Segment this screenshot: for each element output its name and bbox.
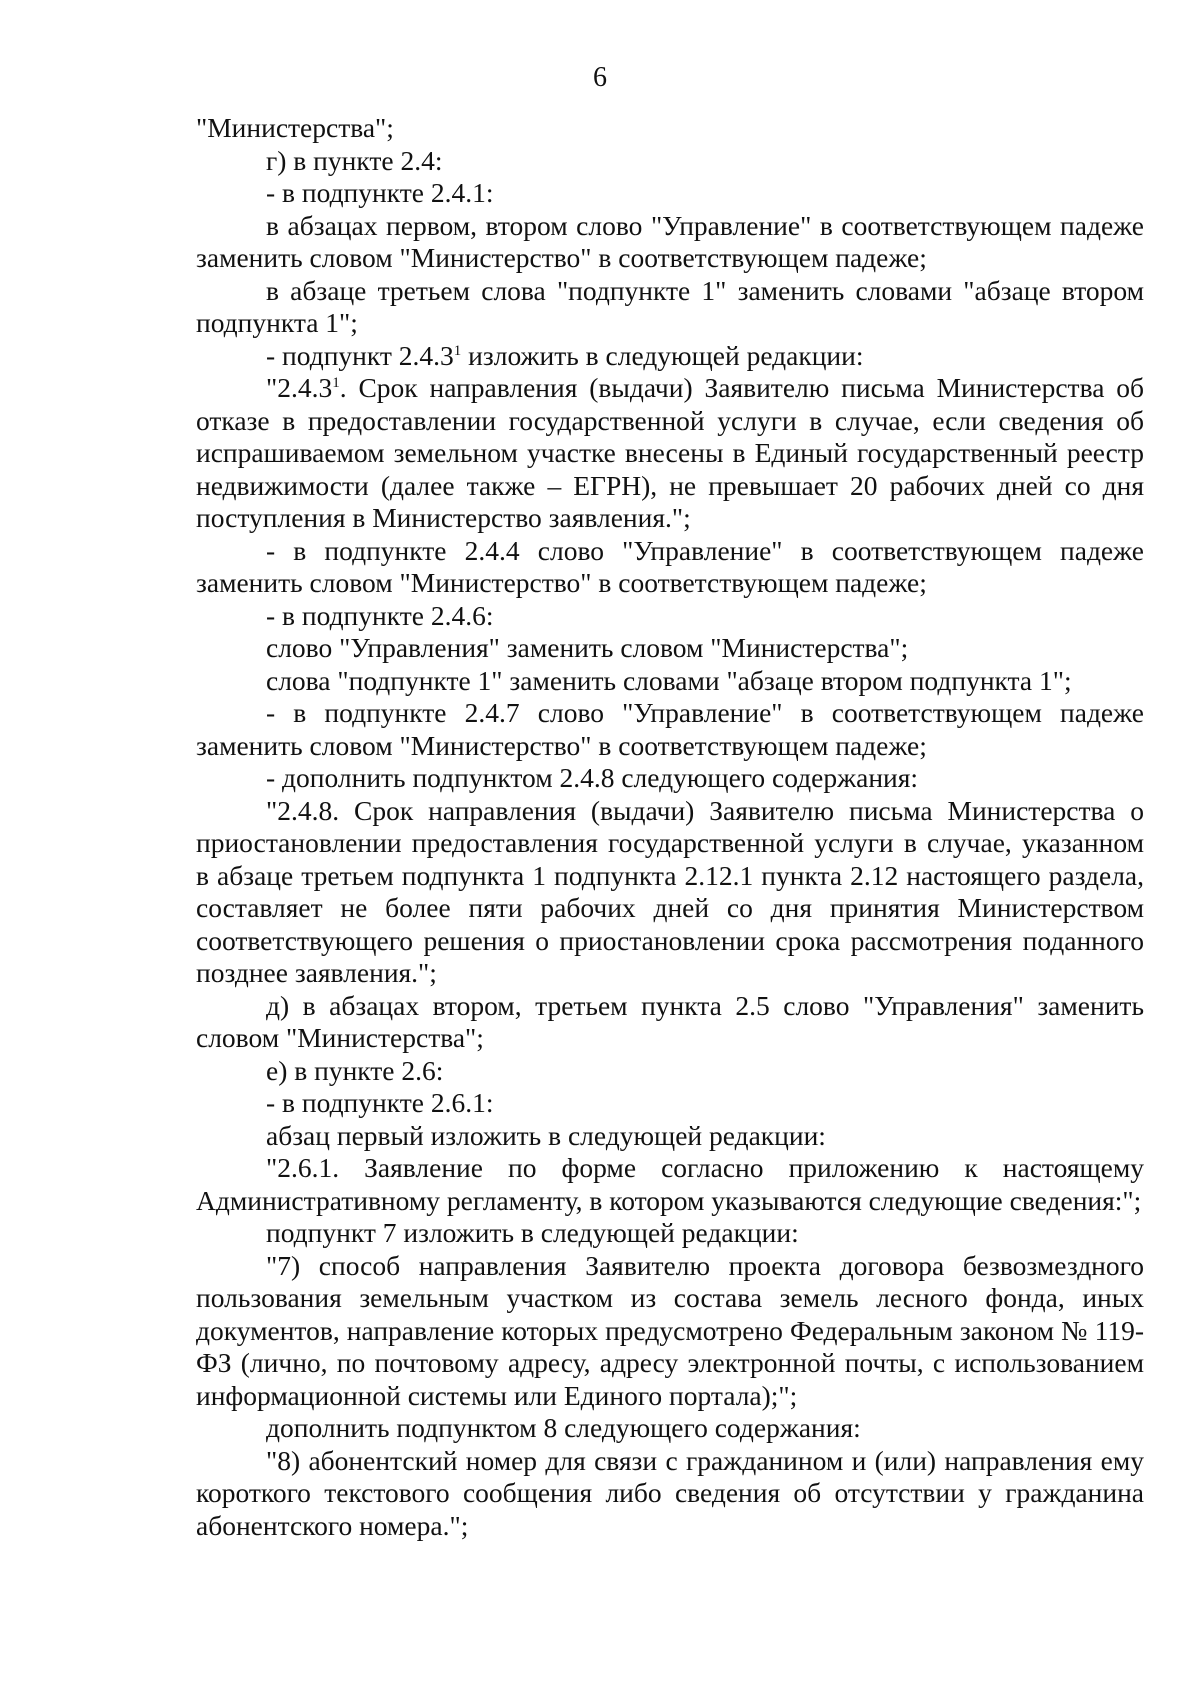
paragraph: "2.6.1. Заявление по форме согласно приложению к настоящему Административному регламенту, в котором указываются следующие сведения:"; [196, 1152, 1144, 1216]
paragraph: слова "подпункте 1" заменить словами "абзаце втором подпункта 1"; [266, 664, 1072, 696]
paragraph-text-start: - подпункт 2.4.3 [266, 339, 454, 371]
paragraph: подпункт 7 изложить в следующей редакции: [266, 1217, 799, 1248]
paragraph: в абзаце третьем слова "подпункте 1" заменить словами "абзаце втором подпункта 1"; [196, 274, 1144, 338]
superscript-mark: 1 [453, 342, 462, 359]
paragraph: д) в абзацах втором, третьем пункта 2.5 слово "Управления" заменить словом "Министерства"; [196, 989, 1144, 1053]
paragraph: - в подпункте 2.4.4 слово "Управление" в соответствующем падеже заменить словом "Министерство" в соответствующем падеже; [196, 534, 1144, 598]
paragraph [196, 340, 1144, 373]
paragraph: "2.4.8. Срок направления (выдачи) Заявителю письма Министерства о приостановлении предоставления государственной услуги в случае, указанном в абзаце третьем подпункта 1 подпункта 2.12.1 пункта 2.12 настоящего раздела, составляет не более пяти рабочих дней со дня принятия Министерством соответствующего решения о приостановлении срока рассмотрения поданного позднее заявления."; [196, 794, 1144, 988]
paragraph [196, 372, 1144, 535]
paragraph: абзац первый изложить в следующей редакции: [266, 1119, 826, 1151]
paragraph: "8) абонентский номер для связи с гражданином и (или) направления ему короткого текстового сообщения либо сведения об отсутствии у гражданина абонентского номера."; [196, 1444, 1144, 1541]
paragraph: - в подпункте 2.4.7 слово "Управление" в соответствующем падеже заменить словом "Министерство" в соответствующем падеже; [196, 697, 1144, 761]
superscript-mark: 1 [332, 374, 340, 391]
paragraph: в абзацах первом, втором слово "Управление" в соответствующем падеже заменить словом "Министерство" в соответствующем падеже; [196, 209, 1144, 273]
paragraph: "Министерства"; [196, 112, 394, 143]
paragraph-text-end: изложить в следующей редакции: [461, 339, 864, 371]
paragraph: - дополнить подпунктом 2.4.8 следующего содержания: [266, 762, 919, 793]
paragraph: дополнить подпунктом 8 следующего содержания: [266, 1412, 861, 1443]
paragraph: слово "Управления" заменить словом "Министерства"; [266, 632, 909, 663]
paragraph: г) в пункте 2.4: [266, 144, 443, 176]
paragraph: - в подпункте 2.4.6: [266, 599, 494, 631]
document-body [196, 112, 1144, 1542]
paragraph-text-start: "2.4.3 [266, 372, 333, 403]
paragraph: "7) способ направления Заявителю проекта договора безвозмездного пользования земельным участком из состава земель лесного фонда, иных документов, направление которых предусмотрено Федеральным законом № 119-ФЗ (лично, по почтовому адресу, адресу электронной почты, с использованием информационной системы или Единого портала);"; [196, 1249, 1144, 1411]
paragraph: - в подпункте 2.4.1: [266, 177, 494, 208]
paragraph: е) в пункте 2.6: [266, 1054, 444, 1086]
page-number: 6 [593, 62, 607, 93]
paragraph: - в подпункте 2.6.1: [266, 1087, 494, 1118]
paragraph-text-end: . Срок направления (выдачи) Заявителю письма Министерства об отказе в предоставлении государственной услуги в случае, если сведения об испрашиваемом земельном участке внесены в Единый государственный реестр недвижимости (далее также – ЕГРН), не превышает 20 рабочих дней со дня поступления в Министерство заявления."; [196, 372, 1144, 533]
